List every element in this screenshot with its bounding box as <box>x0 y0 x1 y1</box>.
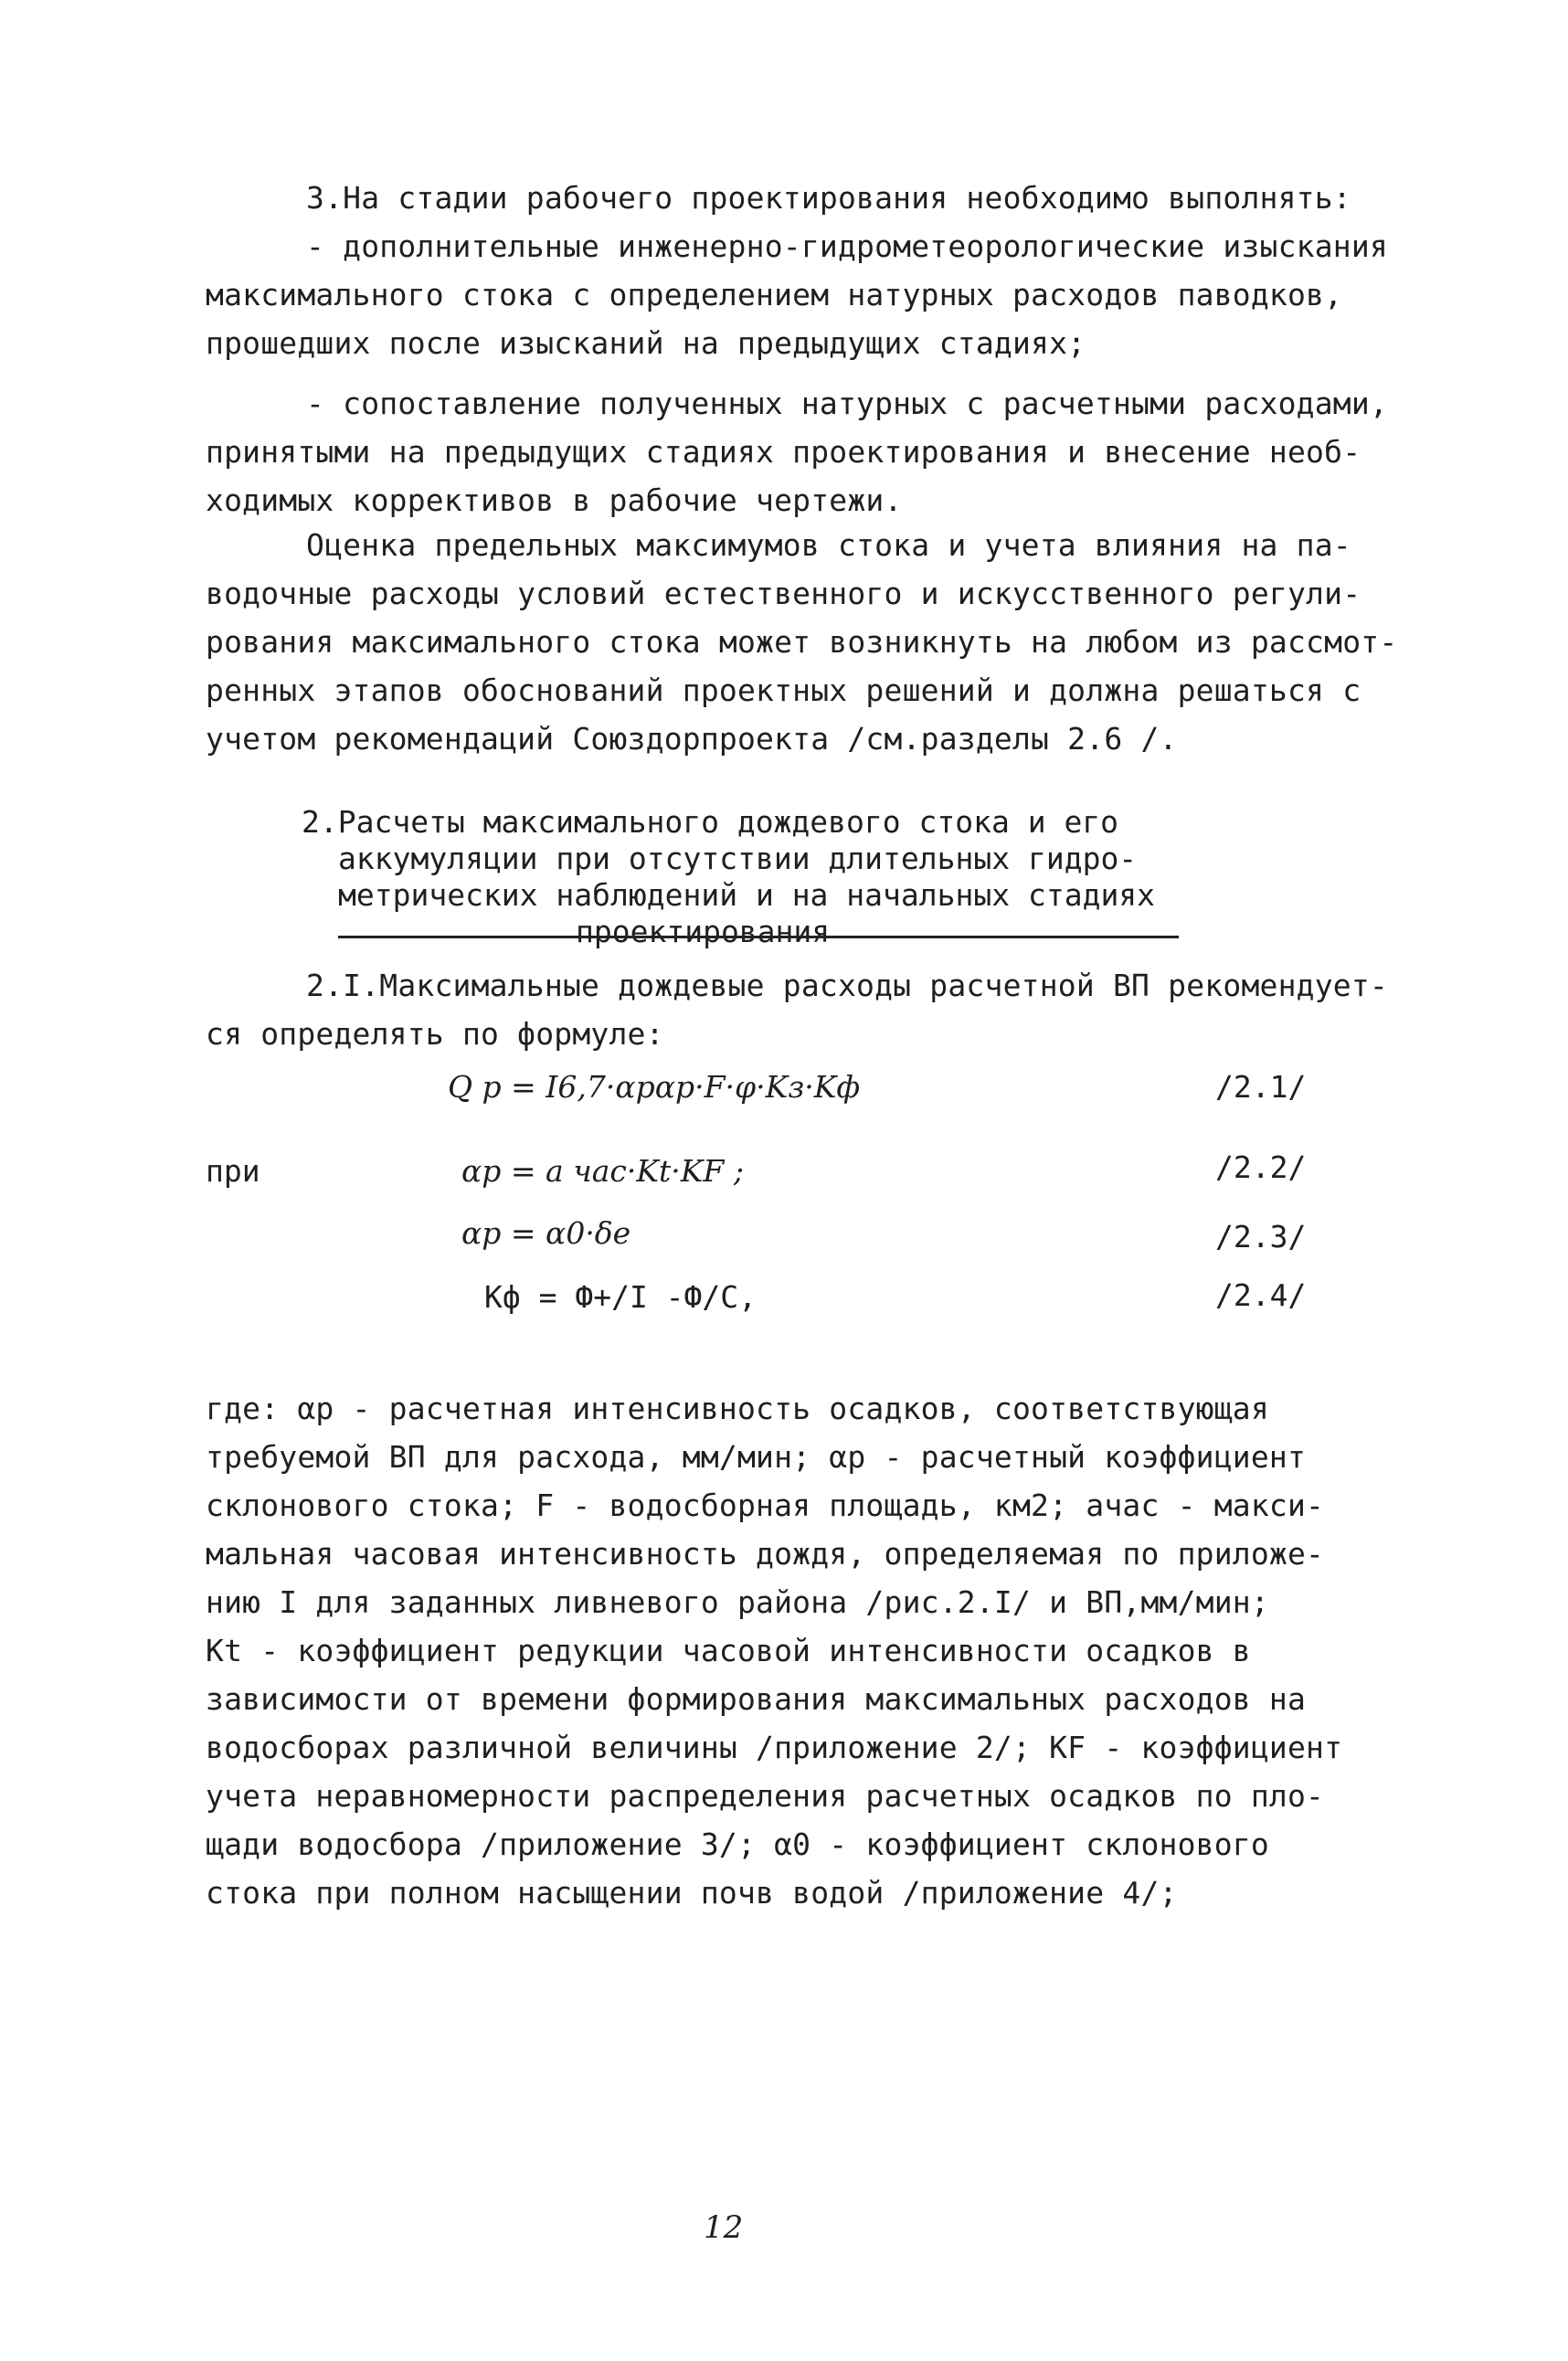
text-line: ренных этапов обоснований проектных решений и должна решаться с <box>206 672 1361 708</box>
text-line: водочные расходы условий естественного и искусственного регули- <box>206 576 1361 611</box>
paragraph-2-1 <box>206 961 1425 1058</box>
section-3-comparison <box>206 379 1425 524</box>
definitions-paragraph <box>206 1384 1425 1917</box>
heading-underline <box>338 936 1179 938</box>
text-line: Оценка предельных максимумов стока и учета влияния на па- <box>306 527 1351 563</box>
text-line: рования максимального стока может возникнуть на любом из рассмот- <box>206 624 1398 660</box>
text-line: - сопоставление полученных натурных с расчетными расходами, <box>306 386 1388 421</box>
text-line: максимального стока с определением натурных расходов паводков, <box>206 277 1343 312</box>
text-line: стока при полном насыщении почв водой /приложение 4/; <box>206 1875 1178 1911</box>
formula-2-3: αp = α0·δe <box>461 1215 631 1251</box>
text-line: принятыми на предыдущих стадиях проектирования и внесение необ- <box>206 434 1361 470</box>
text-line: ся определять по формуле: <box>206 1016 664 1052</box>
text-line: водосборах различной величины /приложение 2/; KF - коэффициент <box>206 1730 1343 1765</box>
text-line: склонового стока; F - водосборная площадь, км2; aчас - макси- <box>206 1488 1325 1523</box>
text-line: ходимых коррективов в рабочие чертежи. <box>206 482 903 518</box>
heading-line: метрических наблюдений и на начальных стадиях <box>338 877 1156 913</box>
heading-line: 2.Расчеты максимального дождевого стока и его <box>302 804 1119 840</box>
text-line: щади водосбора /приложение 3/; α0 - коэффициент склонового <box>206 1826 1269 1862</box>
page-number: 12 <box>704 2209 744 2246</box>
text-line: Kt - коэффициент редукции часовой интенсивности осадков в <box>206 1633 1251 1668</box>
text-line: учета неравномерности распределения расчетных осадков по пло- <box>206 1778 1325 1814</box>
equation-number: /2.4/ <box>1215 1277 1307 1313</box>
text-line: - дополнительные инженерно-гидрометеорологические изыскания <box>306 228 1388 264</box>
section-3-paragraph <box>206 174 1425 367</box>
equation-number: /2.2/ <box>1215 1149 1307 1185</box>
assessment-paragraph <box>206 521 1425 763</box>
heading-line: аккумуляции при отсутствии длительных гидро- <box>338 841 1138 876</box>
formula-2-1: Q p = I6,7·αpαp·F·φ·Kз·Kф <box>448 1069 861 1105</box>
heading-line: проектирования <box>576 914 831 949</box>
text-line: 2.I.Максимальные дождевые расходы расчетной ВП рекомендует- <box>306 968 1388 1003</box>
text-line: зависимости от времени формирования максимальных расходов на <box>206 1681 1307 1717</box>
text-line: учетом рекомендаций Союздорпроекта /см.разделы 2.6 /. <box>206 721 1178 757</box>
text-line: где: αp - расчетная интенсивность осадков, соответствующая <box>206 1391 1269 1426</box>
text-line: требуемой ВП для расхода, мм/мин; αp - расчетный коэффициент <box>206 1439 1307 1475</box>
text-line: 3.На стадии рабочего проектирования необходимо выполнять: <box>306 180 1351 216</box>
section-heading <box>302 804 1215 950</box>
formula-2-4: Kф = Ф+/I -Ф/C, <box>484 1279 758 1315</box>
text-line: нию I для заданных ливневого района /рис.2.I/ и ВП,мм/мин; <box>206 1584 1269 1620</box>
text-line: прошедших после изысканий на предыдущих стадиях; <box>206 325 1086 361</box>
equation-number: /2.1/ <box>1215 1069 1307 1105</box>
text-line: мальная часовая интенсивность дождя, определяемая по приложе- <box>206 1536 1325 1572</box>
formula-2-2: αp = a час·Kt·KF ; <box>461 1153 744 1189</box>
equation-number: /2.3/ <box>1215 1219 1307 1255</box>
where-label: при <box>206 1153 260 1189</box>
